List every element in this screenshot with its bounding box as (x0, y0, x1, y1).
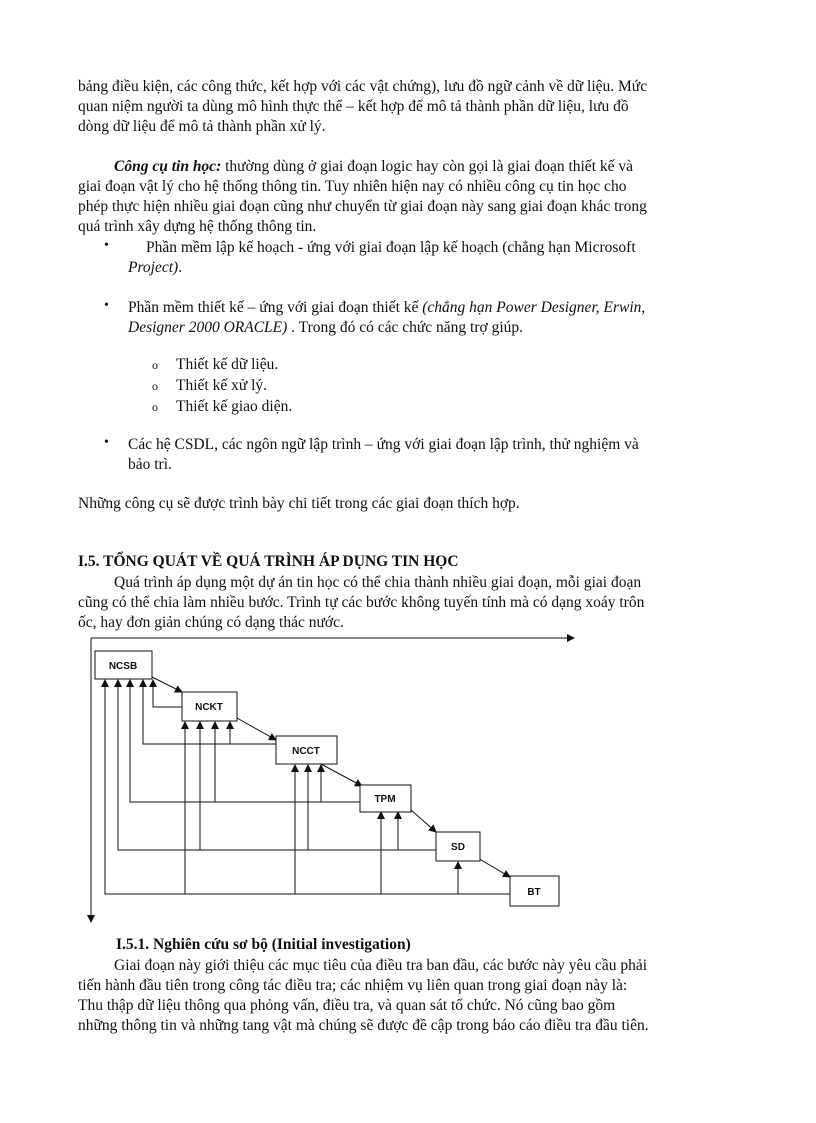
section-line: Quá trình áp dụng một dự án tin học có thể chia thành nhiều giai đoạn, mỗi giai đoạn (114, 574, 642, 591)
subsection-line: tiến hành đầu tiên trong công tác điều tra; các nhiệm vụ liên quan trong giai đoạn này là: (78, 977, 628, 994)
bullet-text: bảo trì. (128, 456, 172, 473)
circle-bullet-icon: o (152, 400, 158, 414)
bullet-text: Phần mềm lập kế hoạch - ứng với giai đoạn lập kế hoạch (chẳng hạn Microsoft (146, 239, 636, 256)
sub-item: Thiết kế giao diện. (176, 398, 293, 415)
bullet-after: . (178, 259, 183, 276)
stage-label: NCCT (292, 746, 320, 757)
sub-item: Thiết kế dữ liệu. (176, 356, 279, 373)
stage-label: TPM (374, 794, 396, 805)
circle-bullet-icon: o (152, 379, 158, 393)
stage-label: SD (451, 842, 465, 853)
section-line: ốc, hay đơn giản chúng có dạng thác nước. (78, 614, 344, 631)
bullet-icon: • (104, 238, 109, 253)
intro-line: quan niệm người ta dùng mô hình thực thể – kết hợp để mô tả thành phần dữ liệu, lưu đồ (78, 98, 629, 115)
bullet-after: . Trong đó có các chức năng trợ giúp. (287, 319, 524, 336)
stage-label: NCKT (195, 702, 223, 713)
summary-text: Những công cụ sẽ được trình bày chi tiết trong các giai đoạn thích hợp. (78, 495, 520, 512)
bullet-italic: Project) (128, 259, 179, 276)
subsection-line: Giai đoạn này giới thiệu các mục tiêu của điều tra ban đầu, các bước này yêu cầu phải (114, 957, 648, 974)
bullet-italic: (chẳng hạn Power Designer, Erwin, (422, 299, 646, 316)
bullet-icon: • (104, 435, 109, 450)
intro-line: bảng điều kiện, các công thức, kết hợp với các vật chứng), lưu đồ ngữ cảnh về dữ liệu. Mức (78, 78, 648, 95)
sub-item: Thiết kế xử lý. (176, 377, 268, 394)
tools-label: Công cụ tin học: (114, 158, 222, 175)
subsection-line: những thông tin và những tang vật mà chúng sẽ được đề cập trong báo cáo điều tra đầu tiên. (78, 1017, 649, 1034)
bullet-icon: • (104, 298, 109, 313)
intro-line: dòng dữ liệu để mô tả thành phần xử lý. (78, 118, 326, 135)
tools-line: phép thực hiện nhiều giai đoạn cũng như chuyển từ giai đoạn này sang giai đoạn khác trong (78, 198, 647, 215)
stage-label: BT (527, 887, 541, 898)
bullet-text: Các hệ CSDL, các ngôn ngữ lập trình – ứng với giai đoạn lập trình, thử nghiệm và (128, 436, 639, 453)
section-line: cũng có thể chia làm nhiều bước. Trình tự các bước không tuyến tính mà có dạng xoáy trôn (78, 594, 645, 611)
stage-label: NCSB (108, 661, 138, 672)
bullet-text: Phần mềm thiết kế – ứng với giai đoạn thiết kế (128, 299, 423, 316)
tools-line: quá trình xây dựng hệ thống thông tin. (78, 218, 317, 235)
circle-bullet-icon: o (152, 358, 158, 372)
subsection-line: Thu thập dữ liệu thông qua phỏng vấn, điều tra, và quan sát tổ chức. Nó cũng bao gồm (78, 997, 616, 1014)
bullet-italic: Designer 2000 ORACLE) (128, 319, 288, 336)
subsection-title: I.5.1. Nghiên cứu sơ bộ (Initial investigation) (116, 936, 411, 953)
section-title: I.5. TỔNG QUÁT VỀ QUÁ TRÌNH ÁP DỤNG TIN HỌC (78, 553, 459, 570)
tools-text: thường dùng ở giai đoạn logic hay còn gọi là giai đoạn thiết kế và (221, 158, 634, 175)
tools-line: giai đoạn vật lý cho hệ thống thông tin. Tuy nhiên hiện nay có nhiều công cụ tin học cho (78, 178, 627, 195)
subsection-paragraph (78, 956, 733, 1036)
